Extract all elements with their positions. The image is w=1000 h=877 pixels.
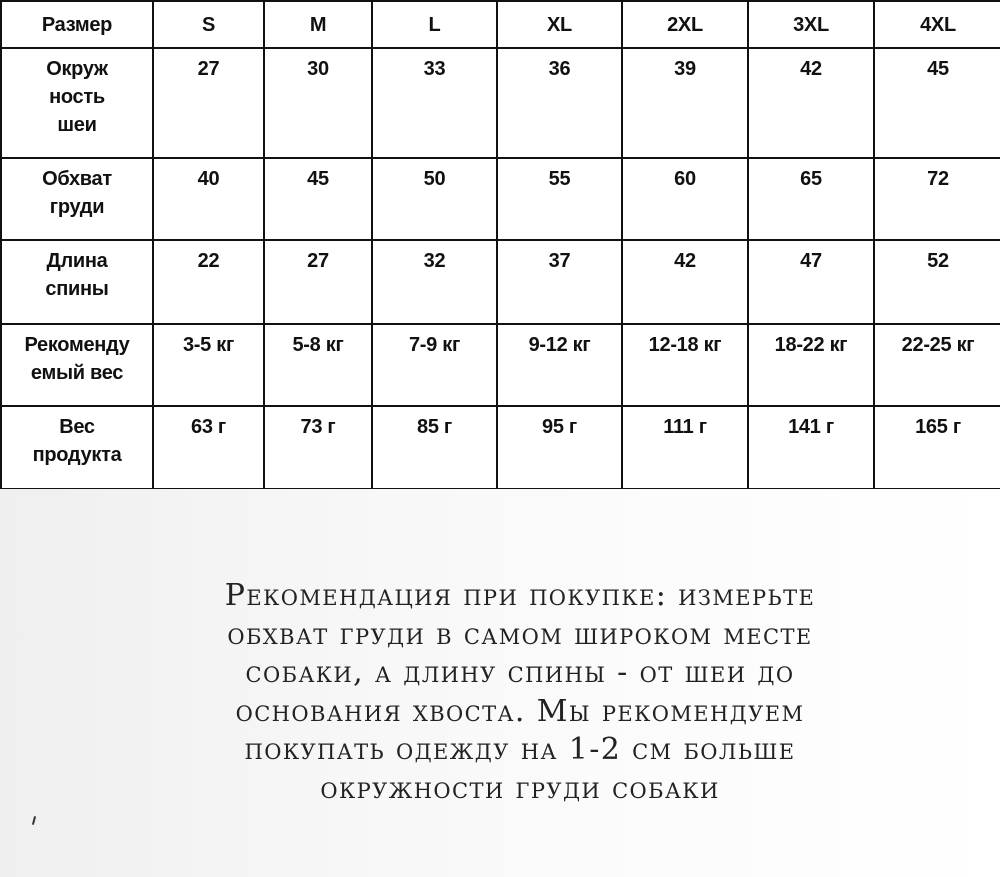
size-header-cell: 2XL [622,1,748,48]
table-row [1,406,1000,489]
table-cell: 85 г [372,406,497,489]
table-cell: 111 г [622,406,748,489]
table-cell: 7-9 кг [372,324,497,406]
table-cell: 42 [622,240,748,324]
table-cell: 9-12 кг [497,324,622,406]
table-cell: 55 [497,158,622,240]
table-cell: 45 [264,158,372,240]
table-cell: 30 [264,48,372,158]
size-header-cell: L [372,1,497,48]
row-label-chest: Обхват груди [1,158,153,240]
purchase-recommendation-text: Рекомендация при покупке: измерьте обхват груди в самом широком месте собаки, а длину спины - от шеи до основания хвоста. Мы рекомендуем покупать одежду на 1-2 см больше окружности груди собаки [224,578,816,806]
row-label-back: Длина спины [1,240,153,324]
table-header-row [1,1,1000,48]
table-cell: 39 [622,48,748,158]
table-cell: 5-8 кг [264,324,372,406]
size-header-cell: 4XL [874,1,1000,48]
row-label-weight: Рекоменду емый вес [1,324,153,406]
table-cell: 37 [497,240,622,324]
table-cell: 60 [622,158,748,240]
table-cell: 42 [748,48,874,158]
table-cell: 73 г [264,406,372,489]
table-row [1,48,1000,158]
table-cell: 72 [874,158,1000,240]
table-row [1,240,1000,324]
row-label-neck: Окруж ность шеи [1,48,153,158]
table-cell: 65 [748,158,874,240]
table-cell: 36 [497,48,622,158]
size-header-cell: XL [497,1,622,48]
table-cell: 52 [874,240,1000,324]
table-cell: 33 [372,48,497,158]
table-row [1,324,1000,406]
table-cell: 22 [153,240,264,324]
row-label-product-weight: Вес продукта [1,406,153,489]
table-cell: 50 [372,158,497,240]
table-cell: 45 [874,48,1000,158]
table-cell: 32 [372,240,497,324]
size-header-cell: 3XL [748,1,874,48]
table-cell: 141 г [748,406,874,489]
table-row [1,158,1000,240]
decorative-mark [32,816,36,825]
header-size-label: Размер [1,1,153,48]
table-cell: 3-5 кг [153,324,264,406]
size-header-cell: S [153,1,264,48]
table-cell: 165 г [874,406,1000,489]
table-cell: 63 г [153,406,264,489]
table-cell: 47 [748,240,874,324]
table-cell: 27 [264,240,372,324]
table-cell: 12-18 кг [622,324,748,406]
table-cell: 18-22 кг [748,324,874,406]
size-header-cell: M [264,1,372,48]
table-cell: 27 [153,48,264,158]
table-cell: 22-25 кг [874,324,1000,406]
purchase-note-panel [0,489,1000,877]
table-cell: 95 г [497,406,622,489]
table-cell: 40 [153,158,264,240]
